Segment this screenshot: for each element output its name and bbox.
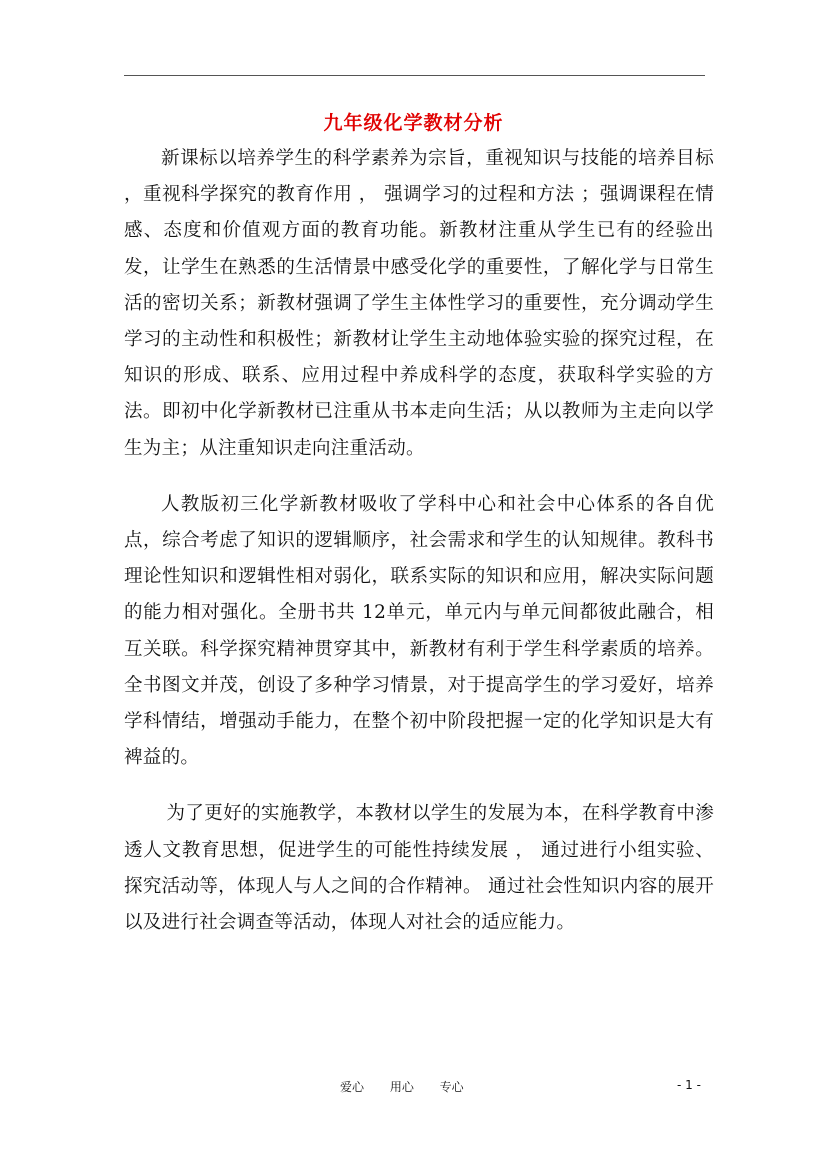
document-body bbox=[124, 141, 714, 961]
document-title: 九年级化学教材分析 bbox=[323, 112, 504, 134]
page-number: - 1 - bbox=[677, 1078, 701, 1092]
paragraph-1: 新课标以培养学生的科学素养为宗旨，重视知识与技能的培养目标 ，重视科学探究的教育作用 ， 强调学习的过程和方法 ；强调课程在情感、态度和价值观方面的教育功能。新教材注重从学生已有的经验出发，让学生在熟悉的生活情景中感受化学的重要性，了解化学与日常生活的密切关系；新教材强调了学生主体性学习的重要性，充分调动学生学习的主动性和积极性；新教材让学生主动地体验实验的探究过程，在知识的形成、联系、应用过程中养成科学的态度，获取科学实验的方法。即初中化学新教材已注重从书本走向生活；从以教师为主走向以学生为主；从注重知识走向注重活动。 bbox=[124, 148, 714, 459]
paragraph-3: 为了更好的实施教学，本教材以学生的发展为本，在科学教育中渗透人文教育思想，促进学生的可能性持续发展 ， 通过进行小组实验、探究活动等，体现人与人之间的合作精神。 通过社会性知识内容的展开以及进行社会调查等活动，体现人对社会的适应能力。 bbox=[124, 803, 714, 934]
paragraph-2: 人教版初三化学新教材吸收了学科中心和社会中心体系的各自优点，综合考虑了知识的逻辑顺序，社会需求和学生的认知规律。教科书理论性知识和逻辑性相对弱化，联系实际的知识和应用，解决实际问题的能力相对强化。全册书共 12单元，单元内与单元间都彼此融合，相互关联。科学探究精神贯穿其中，新教材有利于学生科学素质的培养。全书图文并茂，创设了多种学习情景，对于提高学生的学习爱好，培养学科情结，增强动手能力，在整个初中阶段把握一定的化学知识是大有裨益的。 bbox=[124, 493, 714, 769]
footer-motto: 爱心 用心 专心 bbox=[340, 1080, 464, 1094]
header-rule bbox=[124, 75, 705, 76]
page-footer bbox=[0, 1075, 827, 1099]
